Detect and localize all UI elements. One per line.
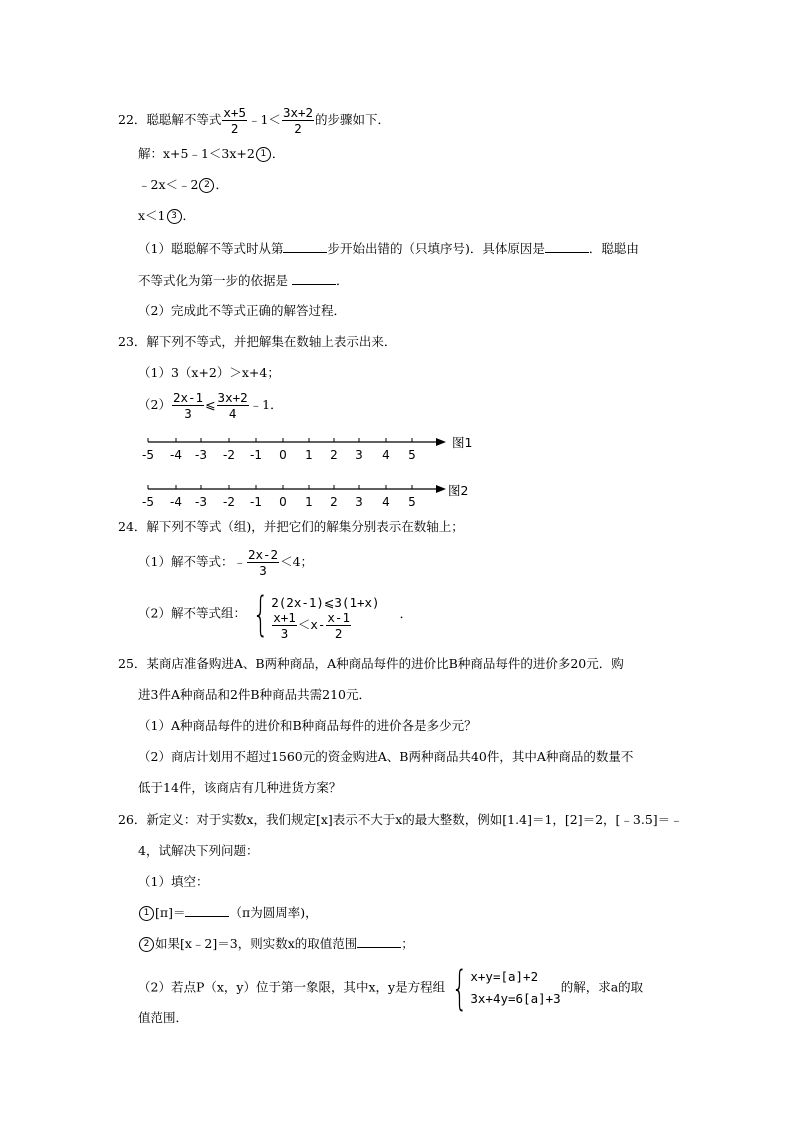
q25-line-2: 进3件A种商品和2件B种商品共需210元． bbox=[138, 687, 371, 702]
q25-part-1: （1）A种商品每件的进价和B种商品每件的进价各是多少元？ bbox=[138, 718, 477, 733]
axis-tick-label: -5 bbox=[142, 495, 154, 509]
system-row-1: x+y=[a]+2 bbox=[470, 969, 539, 984]
text: （2）若点P（x，y）位于第一象限，其中x，y是方程组 bbox=[138, 979, 446, 995]
fraction bbox=[326, 610, 351, 641]
period: ． bbox=[271, 146, 285, 161]
text: ＜x- bbox=[297, 617, 326, 632]
circled-number: 1 bbox=[256, 147, 271, 162]
text: （2） bbox=[138, 397, 171, 412]
fraction-numerator: 2x-2 bbox=[247, 547, 279, 562]
answer-blank[interactable] bbox=[545, 240, 589, 253]
q24-fraction bbox=[247, 547, 279, 578]
axis-tick-label: -1 bbox=[250, 495, 262, 509]
leq-sign: ⩽ bbox=[205, 397, 216, 412]
figure-1-label: 图1 bbox=[452, 435, 473, 450]
q23-fraction-right bbox=[217, 390, 249, 421]
text: （2）解不等式组： bbox=[138, 605, 246, 621]
axis-ticks bbox=[142, 485, 416, 509]
q26-line-2: 4，试解决下列问题： bbox=[138, 843, 259, 858]
step-text: 解：x+5﹣1＜3x+2 bbox=[138, 146, 255, 161]
axis-tick-label: -2 bbox=[223, 495, 235, 509]
axis-arrow bbox=[436, 485, 446, 493]
q26-line-1: 26．新定义：对于实数x，我们规定[x]表示不大于x的最大整数，例如[1.4]＝1，[2]＝2，[﹣3.5]＝﹣ bbox=[118, 812, 683, 827]
axis-ticks bbox=[142, 438, 416, 462]
q23-fraction-left bbox=[172, 390, 204, 421]
period: ． bbox=[215, 177, 228, 192]
fraction-denominator: 3 bbox=[259, 563, 267, 578]
period: ． bbox=[182, 208, 196, 223]
circled-number: 2 bbox=[139, 937, 154, 952]
inequality-system bbox=[246, 587, 380, 641]
fraction-numerator: x+1 bbox=[273, 609, 296, 625]
axis-tick-label: -5 bbox=[142, 448, 154, 462]
text: （1）聪聪解不等式时从第 bbox=[138, 241, 284, 256]
system-row-2 bbox=[271, 609, 379, 641]
text: （π为圆周率)， bbox=[229, 905, 318, 920]
fraction-denominator: 3 bbox=[184, 406, 192, 421]
axis-tick-label: -4 bbox=[170, 495, 182, 509]
q24-part-2 bbox=[138, 587, 413, 641]
fraction-numerator: 3x+2 bbox=[217, 390, 248, 405]
text: 不等式化为第一步的依据是 bbox=[138, 273, 289, 288]
q22-suffix: 的步骤如下． bbox=[315, 112, 391, 127]
step-text: ﹣2x＜﹣2 bbox=[138, 177, 199, 192]
q22-step-2 bbox=[138, 177, 228, 193]
q24-part-1 bbox=[138, 547, 313, 578]
q25-line-1: 25．某商店准备购进A、B两种商品，A种商品每件的进价比B种商品每件的进价多20元．购 bbox=[118, 656, 624, 671]
axis-tick-label: -1 bbox=[250, 448, 262, 462]
text: ＜4； bbox=[280, 554, 314, 569]
q26-sub-2 bbox=[138, 935, 414, 952]
system-row-1: 2(2x-1)⩽3(1+x) bbox=[271, 595, 380, 610]
q22-mid: ﹣1＜ bbox=[247, 112, 281, 127]
answer-blank[interactable] bbox=[292, 272, 336, 285]
axis-tick-label: 2 bbox=[330, 448, 338, 462]
q25-part-2: （2）商店计划用不超过1560元的资金购进A、B两种商品共40件，其中A种商品的数量不 bbox=[138, 749, 634, 764]
fraction-numerator: 3x+2 bbox=[282, 105, 314, 120]
text: 步开始出错的（只填序号)．具体原因是 bbox=[327, 241, 545, 256]
fraction-denominator: 2 bbox=[294, 121, 302, 136]
q24-title: 24．解下列不等式（组)，并把它们的解集分别表示在数轴上； bbox=[118, 519, 464, 534]
left-brace: { bbox=[252, 587, 269, 641]
fraction-denominator: 4 bbox=[228, 406, 237, 421]
fraction-numerator: x+5 bbox=[223, 105, 246, 120]
circled-number: 3 bbox=[167, 209, 182, 224]
axis-tick-label: -3 bbox=[195, 495, 207, 509]
text: 的解，求a的取 bbox=[560, 979, 644, 995]
text: [π]＝ bbox=[155, 905, 186, 920]
text: 如果[x﹣2]＝3，则实数x的取值范围 bbox=[155, 936, 358, 951]
q23-part-2 bbox=[138, 390, 283, 421]
axis-tick-label: 1 bbox=[305, 495, 313, 509]
q22-step-1 bbox=[138, 146, 284, 162]
answer-blank[interactable] bbox=[185, 904, 229, 917]
fraction-denominator: 2 bbox=[230, 121, 239, 136]
q22-stem bbox=[118, 105, 390, 136]
axis-tick-label: 2 bbox=[330, 495, 338, 509]
text: ． bbox=[336, 273, 349, 288]
axis-tick-label: 3 bbox=[355, 448, 363, 462]
axis-tick-label: 4 bbox=[382, 495, 390, 509]
fraction-numerator: x-1 bbox=[327, 609, 350, 625]
text: ﹣1． bbox=[249, 397, 283, 412]
text: ．聪聪由 bbox=[588, 241, 639, 256]
fraction-numerator: 2x-1 bbox=[172, 390, 204, 405]
q22-part-2: （2）完成此不等式正确的解答过程． bbox=[138, 303, 346, 318]
axis-tick-label: 4 bbox=[382, 448, 390, 462]
q23-part-1: （1）3（x+2）＞x+4； bbox=[138, 365, 280, 380]
q22-prefix: 22．聪聪解不等式 bbox=[118, 112, 222, 127]
axis-tick-label: -4 bbox=[170, 448, 182, 462]
system-row-2: 3x+4y=6[a]+3 bbox=[470, 991, 561, 1006]
q23-title: 23．解下列不等式，并把解集在数轴上表示出来． bbox=[118, 334, 397, 349]
circled-number: 1 bbox=[139, 906, 154, 921]
q22-part-1-cont bbox=[138, 272, 349, 289]
axis-arrow bbox=[436, 438, 446, 446]
q22-fraction-right bbox=[282, 105, 314, 136]
step-text: x＜1 bbox=[138, 208, 166, 223]
figure-2-label: 图2 bbox=[448, 483, 469, 498]
q25-part-2-cont: 低于14件，该商店有几种进货方案？ bbox=[138, 780, 342, 795]
q22-fraction-left bbox=[222, 105, 247, 136]
circled-number: 2 bbox=[199, 178, 214, 193]
axis-tick-label: -3 bbox=[195, 448, 207, 462]
answer-blank[interactable] bbox=[283, 240, 327, 253]
q26-part-2 bbox=[138, 961, 644, 1015]
equation-system bbox=[445, 961, 561, 1015]
axis-tick-label: 0 bbox=[279, 448, 287, 462]
text: ； bbox=[401, 936, 414, 951]
q26-part-1: （1）填空： bbox=[138, 874, 209, 889]
axis-tick-label: 1 bbox=[305, 448, 313, 462]
axis-tick-label: 3 bbox=[355, 495, 363, 509]
axis-tick-label: -2 bbox=[223, 448, 235, 462]
q26-part-2-cont: 值范围． bbox=[138, 1010, 189, 1025]
q26-sub-1 bbox=[138, 904, 318, 921]
left-brace: { bbox=[451, 961, 468, 1015]
axis-tick-label: 5 bbox=[408, 495, 416, 509]
answer-blank[interactable] bbox=[357, 935, 401, 948]
fraction-denominator: 3 bbox=[280, 625, 289, 641]
axis-tick-label: 0 bbox=[279, 495, 287, 509]
q22-step-3 bbox=[138, 208, 195, 224]
fraction bbox=[272, 610, 297, 641]
text: （1）解不等式：﹣ bbox=[138, 554, 246, 569]
q22-part-1 bbox=[138, 240, 639, 257]
fraction-denominator: 2 bbox=[334, 625, 343, 641]
axis-tick-label: 5 bbox=[408, 448, 416, 462]
text: ． bbox=[399, 605, 413, 621]
